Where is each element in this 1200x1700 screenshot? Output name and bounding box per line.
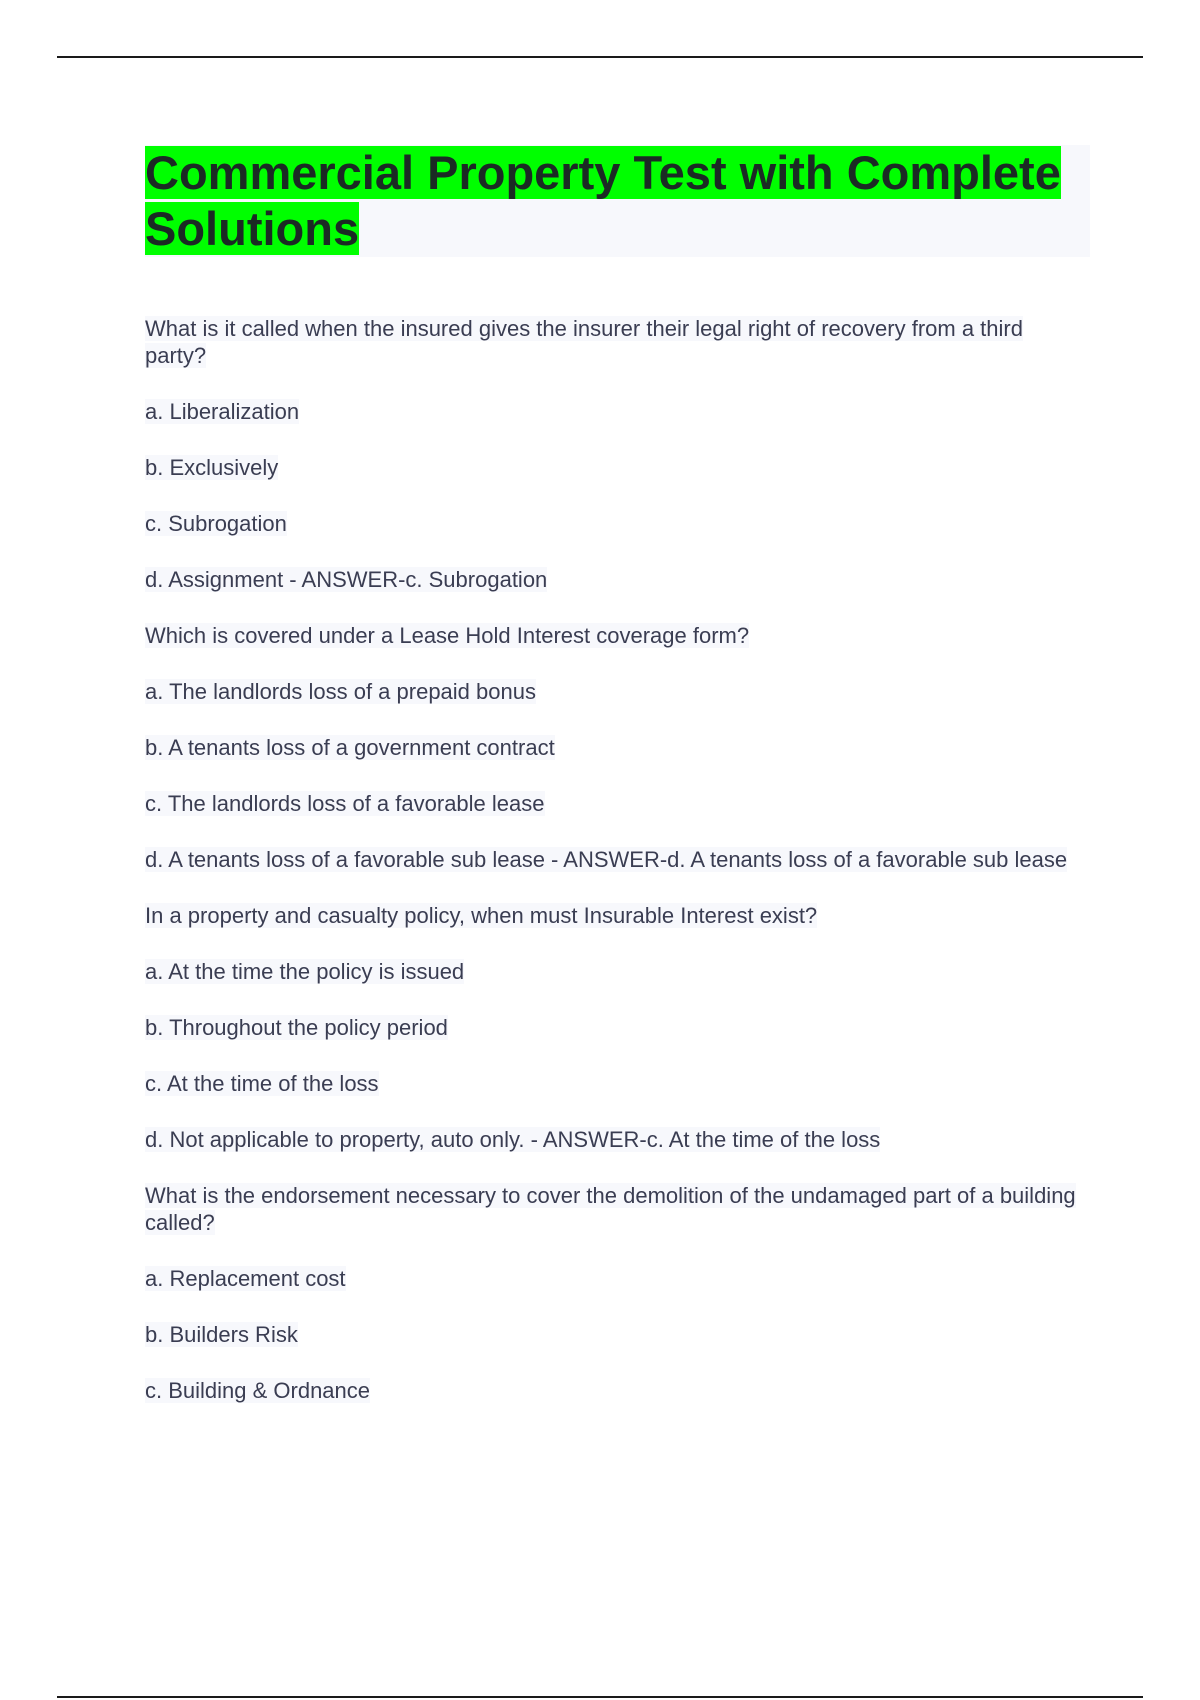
bottom-rule	[57, 1696, 1143, 1698]
option-3b: b. Throughout the policy period	[145, 1015, 448, 1040]
option-1d-answer: d. Assignment - ANSWER-c. Subrogation	[145, 567, 548, 592]
document-title: Commercial Property Test with Complete Solutions	[145, 146, 1061, 255]
question-1: What is it called when the insured gives the insurer their legal right of recovery from a third party?	[145, 316, 1023, 368]
title-block	[145, 145, 1090, 257]
option-3c: c. At the time of the loss	[145, 1071, 379, 1096]
question-3: In a property and casualty policy, when must Insurable Interest exist?	[145, 903, 818, 928]
option-2d-answer: d. A tenants loss of a favorable sub lease - ANSWER-d. A tenants loss of a favorable sub lease	[145, 847, 1068, 872]
option-1a: a. Liberalization	[145, 399, 300, 424]
top-rule	[57, 56, 1143, 58]
document-body	[145, 145, 1090, 1433]
question-4: What is the endorsement necessary to cover the demolition of the undamaged part of a building called?	[145, 1183, 1076, 1235]
option-2a: a. The landlords loss of a prepaid bonus	[145, 679, 536, 704]
option-2b: b. A tenants loss of a government contract	[145, 735, 555, 760]
option-1b: b. Exclusively	[145, 455, 279, 480]
option-2c: c. The landlords loss of a favorable lease	[145, 791, 545, 816]
option-3d-answer: d. Not applicable to property, auto only. - ANSWER-c. At the time of the loss	[145, 1127, 881, 1152]
option-4c: c. Building & Ordnance	[145, 1378, 371, 1403]
option-3a: a. At the time the policy is issued	[145, 959, 465, 984]
option-4a: a. Replacement cost	[145, 1266, 346, 1291]
question-2: Which is covered under a Lease Hold Interest coverage form?	[145, 623, 750, 648]
option-4b: b. Builders Risk	[145, 1322, 298, 1347]
option-1c: c. Subrogation	[145, 511, 287, 536]
